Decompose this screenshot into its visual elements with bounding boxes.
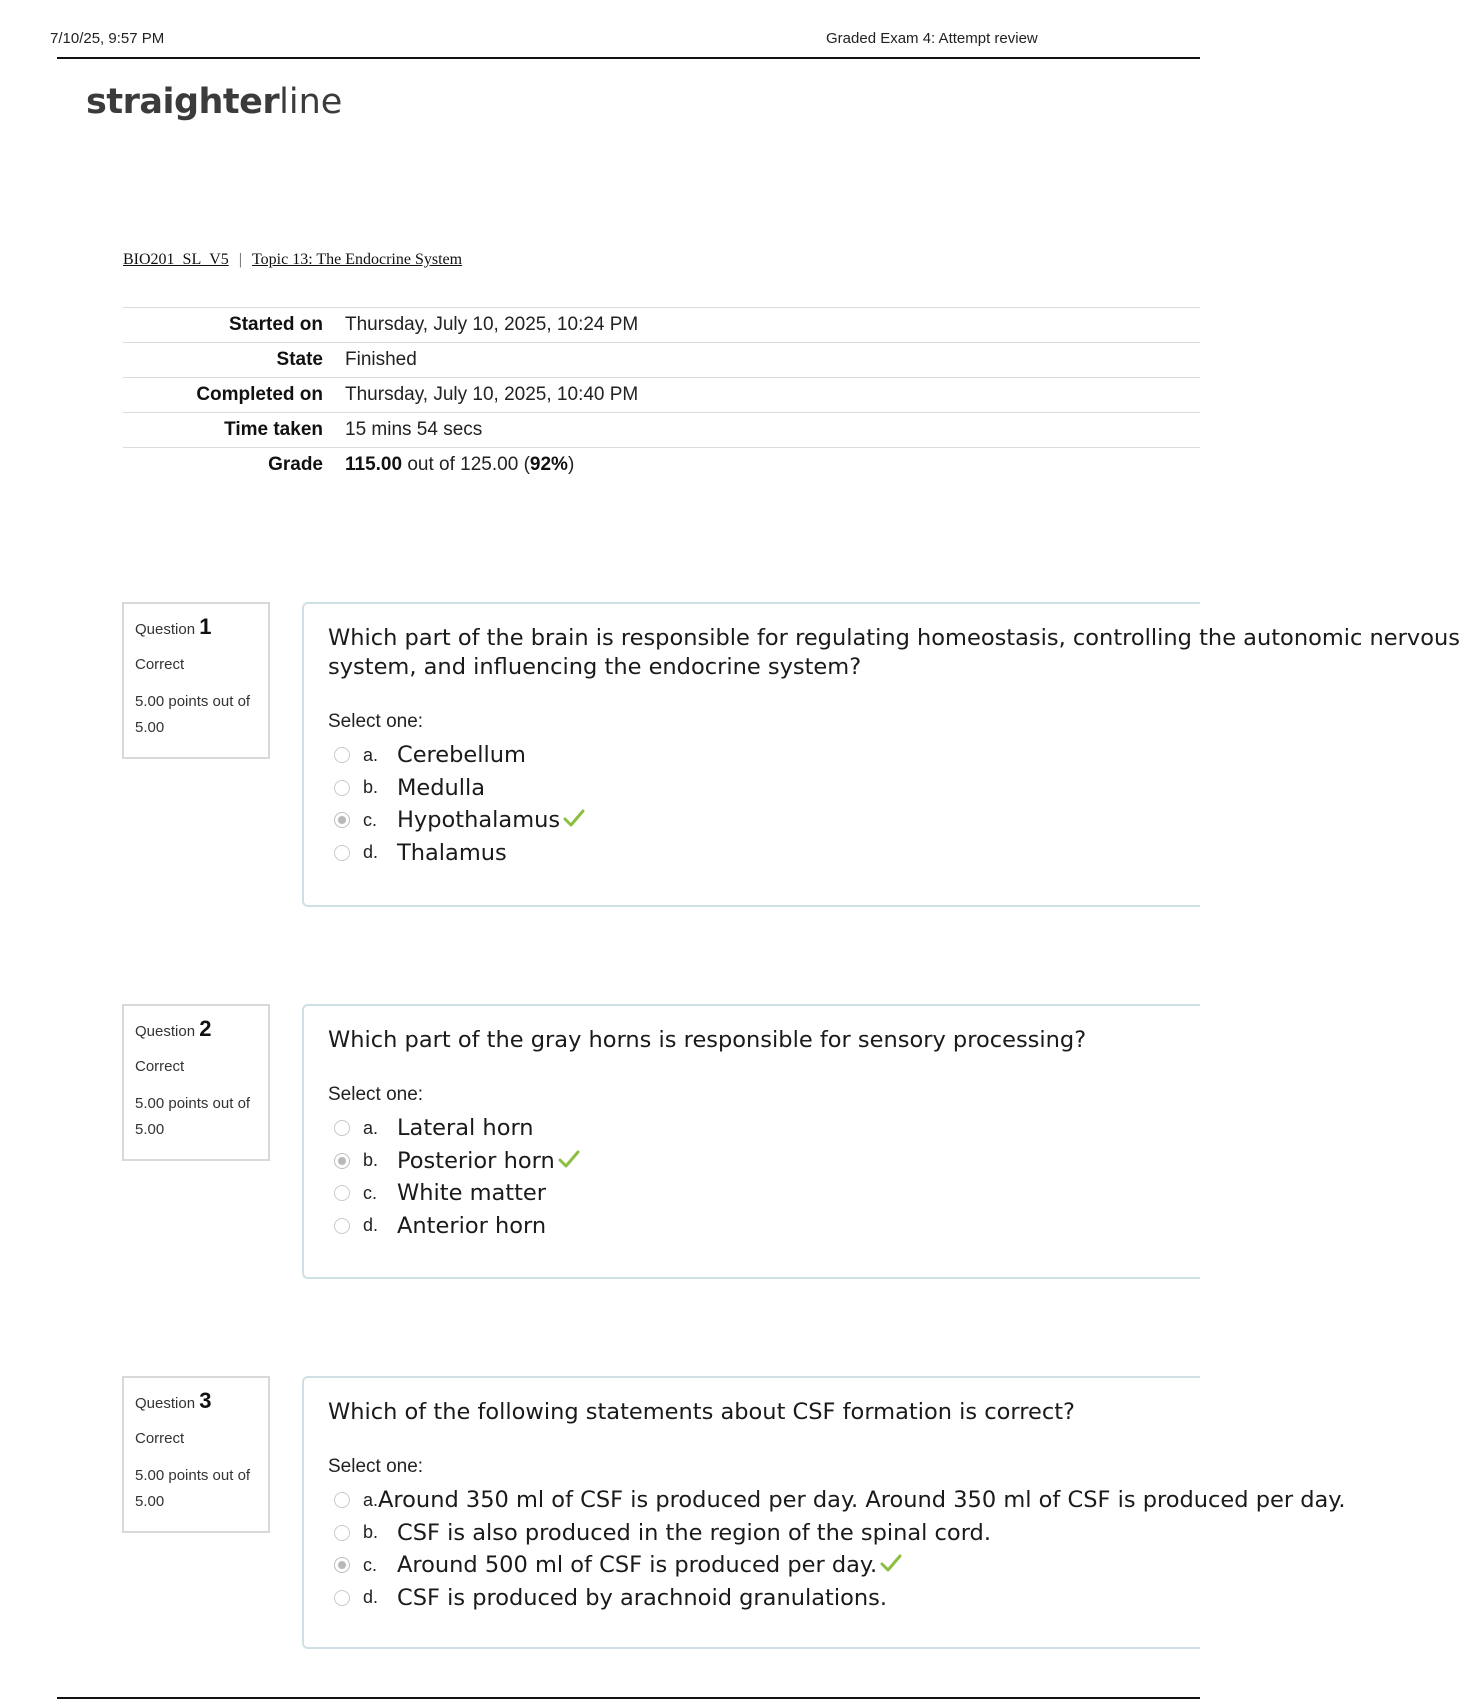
- answer-text: Posterior horn: [397, 1147, 555, 1174]
- question-content-2: [302, 1004, 1200, 1279]
- answer-option[interactable]: [328, 837, 1200, 870]
- answer-text: CSF is also produced in the region of the spinal cord.: [397, 1519, 991, 1546]
- summary-value: Thursday, July 10, 2025, 10:24 PM: [345, 314, 639, 335]
- radio-button[interactable]: [334, 1218, 350, 1234]
- question-grade: 5.00 points out of 5.00: [135, 1467, 251, 1510]
- summary-value: Finished: [345, 349, 417, 370]
- answer-text: White matter: [397, 1180, 547, 1207]
- answer-option[interactable]: [328, 1177, 1200, 1210]
- answer-letter: b.: [363, 1150, 379, 1171]
- radio-button-selected[interactable]: [334, 1153, 350, 1169]
- summary-row-state: [123, 342, 1200, 377]
- answer-letter: b.: [363, 777, 379, 798]
- answer-option-selected[interactable]: [328, 1549, 1200, 1582]
- question-info-1: [122, 602, 270, 759]
- answer-option[interactable]: [328, 1517, 1200, 1550]
- footer-divider: [57, 1697, 1200, 1699]
- logo-text-bold: straighter: [86, 82, 280, 122]
- check-icon: [557, 1148, 581, 1174]
- radio-button[interactable]: [334, 1120, 350, 1136]
- answer-list: [328, 739, 1200, 869]
- question-info-2: [122, 1004, 270, 1161]
- breadcrumb-separator: |: [238, 251, 242, 268]
- check-icon: [562, 807, 586, 833]
- answer-option[interactable]: [328, 1210, 1200, 1243]
- answer-option-selected[interactable]: [328, 804, 1200, 837]
- answer-letter: c.: [363, 809, 378, 830]
- radio-button[interactable]: [334, 747, 350, 763]
- question-number-label: Question 2: [135, 1016, 212, 1041]
- question-state: Correct: [135, 1430, 185, 1447]
- summary-label: Grade: [268, 454, 323, 475]
- answer-letter: c.: [363, 1554, 378, 1575]
- answer-text: Around 500 ml of CSF is produced per day.: [397, 1552, 878, 1579]
- answer-text: Hypothalamus: [397, 807, 561, 834]
- question-text: Which part of the brain is responsible for regulating homeostasis, controlling the autonomic nervous system, and influencing the endocrine system?: [328, 625, 1460, 680]
- radio-button[interactable]: [334, 1185, 350, 1201]
- grade-score: 115.00: [345, 454, 403, 475]
- check-icon: [879, 1552, 903, 1578]
- question-state: Correct: [135, 1058, 185, 1075]
- answer-text: Lateral horn: [397, 1115, 534, 1142]
- answer-option[interactable]: [328, 1112, 1200, 1145]
- answer-option-selected[interactable]: [328, 1145, 1200, 1178]
- select-one-prompt: Select one:: [328, 1456, 424, 1477]
- answer-letter: a.: [363, 744, 379, 765]
- answer-letter: c.: [363, 1182, 378, 1203]
- attempt-summary-table: [123, 307, 1200, 482]
- answer-list: [328, 1112, 1200, 1242]
- grade-out-of: out of 125.00 (: [402, 454, 530, 475]
- header-divider: [57, 57, 1200, 59]
- summary-label: Completed on: [196, 384, 323, 405]
- question-grade: 5.00 points out of 5.00: [135, 693, 251, 736]
- answer-text: Medulla: [397, 774, 486, 801]
- question-info-3: [122, 1376, 270, 1533]
- radio-button-selected[interactable]: [334, 812, 350, 828]
- question-text: Which of the following statements about CSF formation is correct?: [328, 1399, 1075, 1425]
- breadcrumb: [123, 251, 462, 269]
- summary-value: Thursday, July 10, 2025, 10:40 PM: [345, 384, 639, 405]
- question-number: 2: [199, 1016, 212, 1041]
- breadcrumb-course-link[interactable]: BIO201_SL_V5: [123, 251, 229, 268]
- select-one-prompt: Select one:: [328, 711, 424, 732]
- answer-option[interactable]: [328, 739, 1200, 772]
- grade-percent: 92%: [529, 454, 568, 475]
- print-page-title: Graded Exam 4: Attempt review: [826, 30, 1038, 47]
- radio-button[interactable]: [334, 1525, 350, 1541]
- answer-list: [328, 1484, 1346, 1614]
- answer-letter: a.: [363, 1489, 379, 1510]
- answer-option[interactable]: [328, 772, 1200, 805]
- breadcrumb-topic-link[interactable]: Topic 13: The Endocrine System: [251, 251, 463, 268]
- question-grade: 5.00 points out of 5.00: [135, 1095, 251, 1138]
- radio-button[interactable]: [334, 1492, 350, 1508]
- radio-button[interactable]: [334, 845, 350, 861]
- radio-button-selected[interactable]: [334, 1557, 350, 1573]
- radio-button[interactable]: [334, 780, 350, 796]
- answer-letter: b.: [363, 1522, 379, 1543]
- question-number-label: Question 3: [135, 1388, 212, 1413]
- question-content-3: [302, 1376, 1346, 1649]
- answer-text: Thalamus: [397, 839, 507, 866]
- grade-close: ): [567, 454, 575, 475]
- summary-value: 15 mins 54 secs: [345, 419, 483, 440]
- answer-text: Cerebellum: [397, 742, 526, 769]
- answer-letter: d.: [363, 842, 379, 863]
- summary-row-started: [123, 307, 1200, 342]
- summary-row-grade: [123, 447, 1200, 482]
- answer-text: Anterior horn: [397, 1212, 547, 1239]
- summary-label: State: [276, 349, 323, 370]
- question-number-label: Question 1: [135, 614, 212, 639]
- select-one-prompt: Select one:: [328, 1084, 424, 1105]
- answer-option[interactable]: [328, 1582, 1200, 1615]
- print-header: [0, 0, 1200, 60]
- summary-label: Time taken: [224, 419, 323, 440]
- question-number: 3: [199, 1388, 212, 1413]
- answer-letter: d.: [363, 1215, 379, 1236]
- question-text: Which part of the gray horns is responsible for sensory processing?: [328, 1027, 1087, 1053]
- summary-row-completed: [123, 377, 1200, 412]
- question-number: 1: [199, 614, 212, 639]
- answer-text: CSF is produced by arachnoid granulations.: [397, 1584, 887, 1611]
- answer-option[interactable]: [328, 1484, 1346, 1517]
- question-content-1: [302, 602, 1460, 907]
- answer-text: Around 350 ml of CSF is produced per day. Around 350 ml of CSF is produced per day.: [378, 1487, 1346, 1514]
- summary-label: Started on: [229, 314, 323, 335]
- summary-row-time-taken: [123, 412, 1200, 447]
- question-state: Correct: [135, 656, 185, 673]
- print-datetime: 7/10/25, 9:57 PM: [50, 30, 165, 47]
- summary-grade-value: [345, 454, 574, 476]
- site-logo[interactable]: [86, 82, 342, 122]
- radio-button[interactable]: [334, 1590, 350, 1606]
- answer-letter: d.: [363, 1587, 379, 1608]
- answer-letter: a.: [363, 1117, 379, 1138]
- logo-text-light: line: [279, 82, 343, 122]
